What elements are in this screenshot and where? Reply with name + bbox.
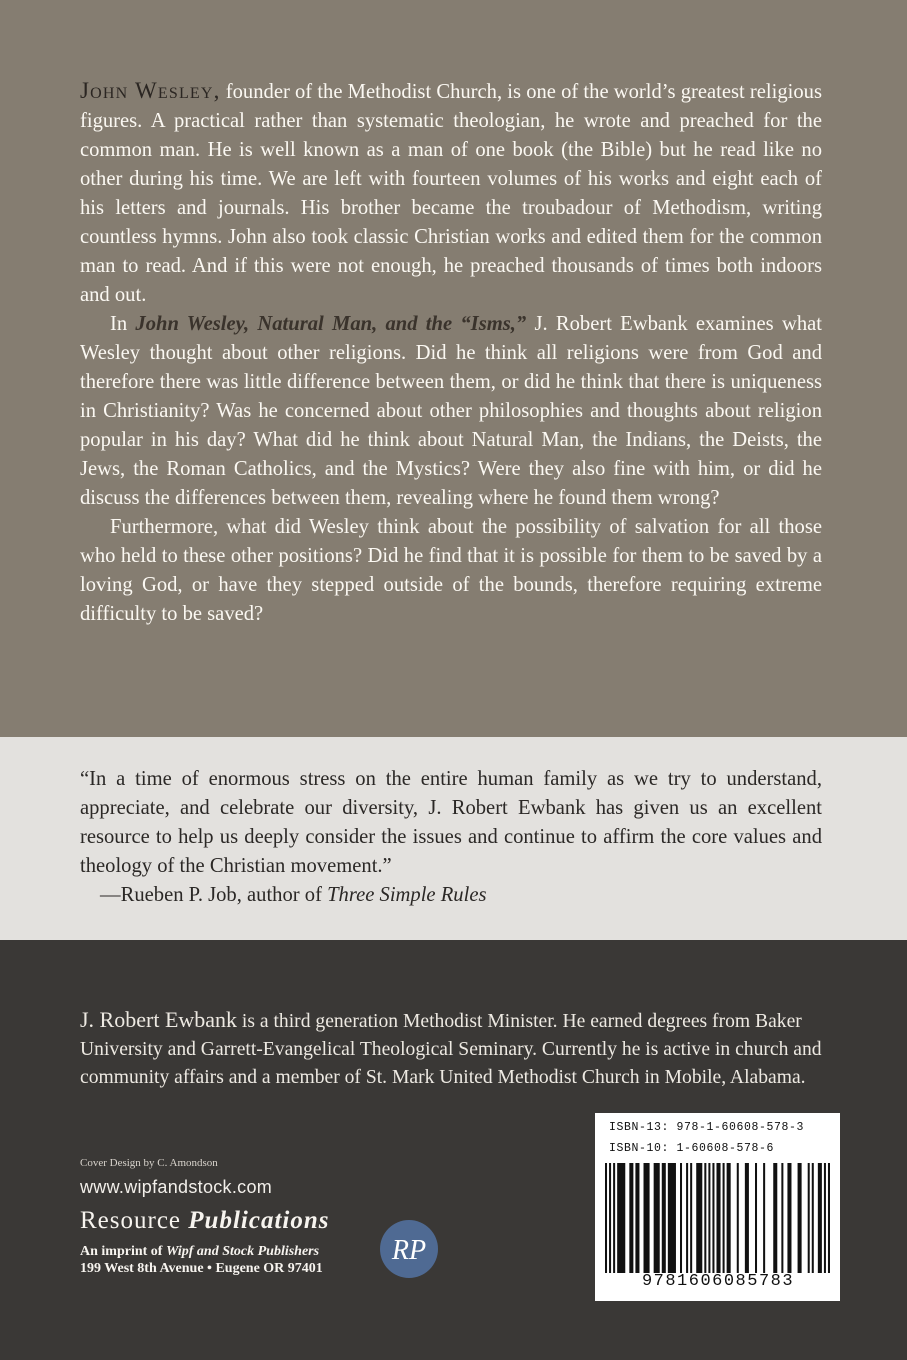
barcode-bar xyxy=(798,1163,802,1273)
barcode-bar xyxy=(745,1163,749,1273)
barcode-bar xyxy=(680,1163,682,1273)
description-p1-text: founder of the Methodist Church, is one of the world’s greatest religious figures. A practical rather than systematic theologian, he wrote and preached for the common man. He is well known as a man of one book (the Bible) but he read like no other during his time. We are left with fourteen volumes of his works and eight each of his letters and journals. His brother became the troubadour of Methodism, writing countless hymns. John also took classic Christian works and edited them for the common man to read. And if this were not enough, he preached thousands of times both indoors and out. xyxy=(80,81,822,306)
imprint-name: Wipf and Stock Publishers xyxy=(165,1244,320,1259)
book-title: John Wesley, Natural Man, and the “Isms,” xyxy=(135,313,527,335)
isbn10-label: ISBN-10: xyxy=(609,1142,670,1155)
imprint-prefix: An imprint of xyxy=(80,1244,166,1259)
barcode-bar xyxy=(773,1163,777,1273)
logo-text: RP xyxy=(391,1235,427,1266)
barcode-bar xyxy=(654,1163,660,1273)
barcode-bar xyxy=(609,1163,611,1273)
barcode-bar xyxy=(662,1163,666,1273)
barcode-bar xyxy=(812,1163,814,1273)
description-paragraph-1 xyxy=(80,76,822,310)
description-p2-text: J. Robert Ewbank examines what Wesley thought about other religions. Did he think all religions were from God and therefore there was little difference between them, or did he think that there is uniqueness in Christianity? Was he concerned about other philosophies and thoughts about religion popular in his day? What did he think about Natural Man, the Indians, the Deists, the Jews, the Roman Catholics, and the Mystics? Were they also fine with him, or did he discuss the differences between them, revealing where he found them wrong? xyxy=(80,313,822,509)
publisher-name xyxy=(80,1206,329,1236)
isbn10-value: 1-60608-578-6 xyxy=(676,1142,775,1155)
barcode-bar xyxy=(828,1163,830,1273)
resource-publications-logo-icon xyxy=(379,1219,439,1279)
barcode-bar xyxy=(716,1163,720,1273)
barcode-bar xyxy=(708,1163,710,1273)
endorsement-quote: “In a time of enormous stress on the entire human family as we try to understand, appreciate, and celebrate our diversity, J. Robert Ewbank has given us an excellent resource to help us deeply consider the issues and continue to affirm the core values and theology of the Christian movement.” xyxy=(80,768,822,877)
barcode-bar xyxy=(635,1163,639,1273)
barcode-bar xyxy=(629,1163,633,1273)
barcode-bar xyxy=(617,1163,625,1273)
barcode-bar xyxy=(737,1163,739,1273)
barcode-bar xyxy=(824,1163,826,1273)
publisher-address: 199 West 8th Avenue • Eugene OR 97401 xyxy=(80,1261,323,1276)
barcode-bars xyxy=(605,1163,830,1273)
lead-name: John Wesley, xyxy=(80,78,221,103)
barcode-bar xyxy=(704,1163,706,1273)
barcode-bar xyxy=(808,1163,810,1273)
barcode-bar xyxy=(644,1163,650,1273)
isbn10-line xyxy=(609,1142,774,1155)
barcode-bar xyxy=(723,1163,725,1273)
barcode-bar xyxy=(781,1163,783,1273)
isbn13-label: ISBN-13: xyxy=(609,1121,670,1134)
barcode-bar xyxy=(696,1163,702,1273)
attribution-title: Three Simple Rules xyxy=(327,884,487,906)
barcode-bar xyxy=(763,1163,765,1273)
isbn13-line xyxy=(609,1121,804,1134)
endorsement-attribution xyxy=(80,881,822,910)
barcode-bar xyxy=(613,1163,615,1273)
endorsement xyxy=(80,765,822,910)
attribution-prefix: —Rueben P. Job, author of xyxy=(100,884,328,906)
barcode-bar xyxy=(712,1163,714,1273)
barcode-bar xyxy=(605,1163,607,1273)
description-p2-start: In xyxy=(110,313,136,335)
author-bio xyxy=(80,1006,828,1092)
isbn13-value: 978-1-60608-578-3 xyxy=(676,1121,805,1134)
publisher-name-a: Resource xyxy=(80,1207,182,1234)
barcode-bar xyxy=(755,1163,757,1273)
book-description xyxy=(80,76,822,629)
cover-credit: Cover Design by C. Amondson xyxy=(80,1157,218,1169)
description-paragraph-3: Furthermore, what did Wesley think about the possibility of salvation for all those who held to these other positions? Did he find that it is possible for them to be saved by a loving God, or have they stepped outside of the bounds, therefore requiring extreme difficulty to be saved? xyxy=(80,516,822,625)
barcode-bar xyxy=(686,1163,688,1273)
barcode-digits: 9781606085783 xyxy=(641,1272,795,1291)
author-bio-text: is a third generation Methodist Minister. He earned degrees from Baker University and Garrett-Evangelical Theological Seminary. Currently he is active in church and community affairs and a member of St. Mark United Methodist Church in Mobile, Alabama. xyxy=(80,1011,822,1088)
barcode-bar xyxy=(727,1163,731,1273)
publisher-url[interactable]: www.wipfandstock.com xyxy=(80,1177,273,1197)
barcode-bar xyxy=(818,1163,822,1273)
description-paragraph-2 xyxy=(80,310,822,513)
barcode-bar xyxy=(668,1163,676,1273)
imprint-line xyxy=(80,1244,319,1260)
barcode-bar xyxy=(690,1163,692,1273)
barcode-bar xyxy=(787,1163,791,1273)
publisher-name-b: Publications xyxy=(188,1207,330,1234)
isbn-barcode xyxy=(595,1113,840,1301)
author-name: J. Robert Ewbank xyxy=(80,1007,238,1032)
